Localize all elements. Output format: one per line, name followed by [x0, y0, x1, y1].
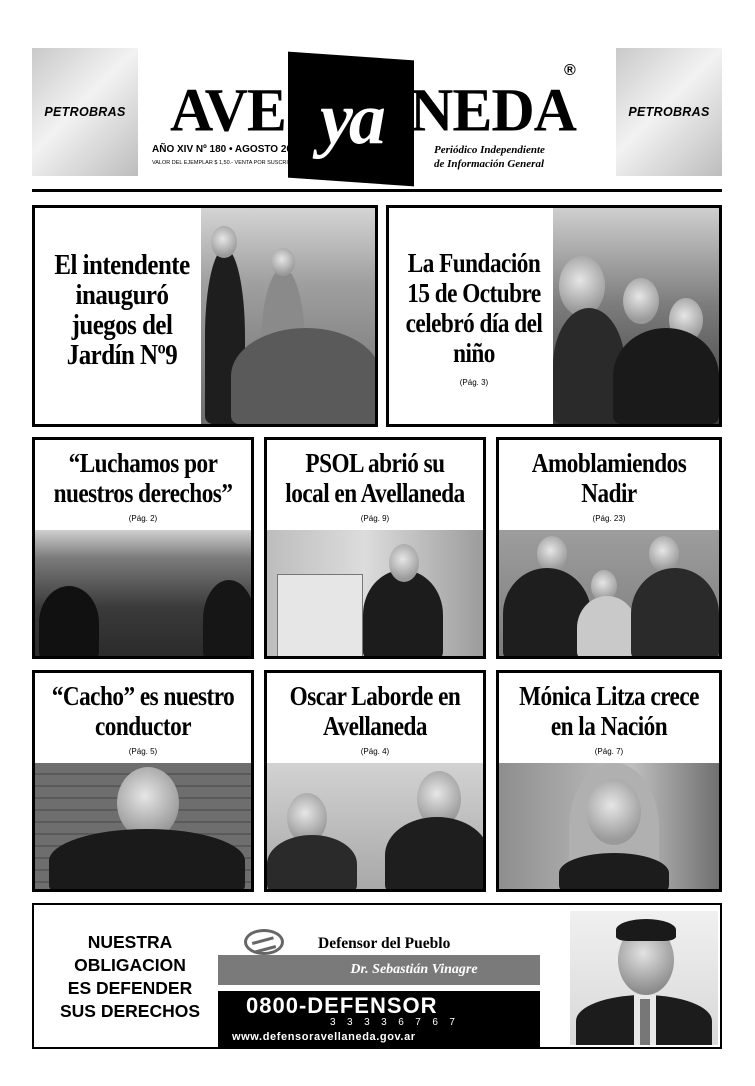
- masthead-neda: NEDA: [410, 76, 577, 144]
- masthead-ave: AVE: [170, 76, 286, 144]
- story-photo: [201, 208, 375, 424]
- sponsor-logo-left: [32, 48, 138, 176]
- story-photo: [499, 763, 719, 892]
- story-card-nadir[interactable]: [496, 437, 722, 659]
- defensor-ad[interactable]: [32, 903, 722, 1049]
- story-photo: [35, 530, 251, 659]
- page-reference: (Pág. 4): [360, 747, 390, 756]
- story-headline: “Luchamos por nuestros derechos”: [53, 448, 233, 508]
- ad-portrait-photo: [570, 911, 718, 1045]
- story-card-intendente[interactable]: [32, 205, 378, 427]
- issue-info: AÑO XIV Nº 180 • AGOSTO 2010: [152, 144, 304, 155]
- story-card-fundacion[interactable]: [386, 205, 722, 427]
- story-headline: “Cacho” es nuestro conductor: [51, 681, 235, 741]
- ad-phone-digits: 33336767: [330, 1017, 467, 1028]
- tagline-line-1: Periódico Independiente: [434, 144, 545, 156]
- ad-name-bar: [218, 955, 540, 985]
- ad-title: Defensor del Pueblo: [318, 935, 451, 952]
- ad-slogan-line-4: SUS DERECHOS: [59, 1001, 201, 1021]
- page-reference: (Pág. 7): [594, 747, 624, 756]
- masthead-ya-box: [288, 52, 414, 187]
- ad-phone: 0800-DEFENSOR: [246, 993, 438, 1018]
- story-photo: [35, 763, 251, 892]
- story-card-litza[interactable]: [496, 670, 722, 892]
- ad-slogan: [40, 931, 220, 1023]
- ad-slogan-line-3: ES DEFENDER: [67, 978, 193, 998]
- page-reference: (Pág. 5): [128, 747, 158, 756]
- ad-slogan-line-2: OBLIGACION: [74, 955, 186, 975]
- masthead: [152, 52, 588, 187]
- story-card-laborde[interactable]: [264, 670, 486, 892]
- ad-website-link[interactable]: www.defensoravellaneda.gov.ar: [232, 1031, 416, 1043]
- handshake-logo-icon: [244, 929, 284, 955]
- story-photo: [267, 530, 483, 659]
- ad-name: Dr. Sebastián Vinagre: [350, 962, 478, 977]
- story-headline: El intendente inauguró juegos del Jardín Nº9: [54, 249, 190, 371]
- story-headline: Mónica Litza crece en la Nación: [519, 681, 699, 741]
- header-divider: [32, 189, 722, 192]
- sponsor-left-text: PETROBRAS: [44, 105, 126, 119]
- story-card-psol[interactable]: [264, 437, 486, 659]
- story-card-cacho[interactable]: [32, 670, 254, 892]
- sponsor-right-text: PETROBRAS: [628, 105, 710, 119]
- page-reference: (Pág. 2): [128, 514, 158, 523]
- page-reference: (Pág. 9): [360, 514, 390, 523]
- ad-slogan-line-1: NUESTRA: [87, 932, 173, 952]
- page-reference: (Pág. 3): [459, 378, 489, 387]
- ad-contact-block: [218, 919, 540, 1045]
- story-headline: La Fundación 15 de Octubre celebró día del niño: [405, 248, 543, 368]
- story-photo: [267, 763, 483, 892]
- page-reference: (Pág. 23): [592, 514, 626, 523]
- story-headline: PSOL abrió su local en Avellaneda: [285, 448, 465, 508]
- story-photo: [553, 208, 719, 424]
- story-headline: Amoblamiendos Nadir: [531, 448, 687, 508]
- ad-phone-bar: [218, 991, 540, 1047]
- registered-mark: ®: [564, 62, 576, 79]
- story-headline: Oscar Laborde en Avellaneda: [289, 681, 461, 741]
- masthead-ya: ya: [320, 77, 382, 160]
- price-info: VALOR DEL EJEMPLAR $ 1,50.- VENTA POR SUSCRIPCION: [152, 160, 306, 166]
- story-card-luchamos[interactable]: [32, 437, 254, 659]
- story-photo: [499, 530, 719, 659]
- sponsor-logo-right: [616, 48, 722, 176]
- tagline-line-2: de Información General: [434, 158, 544, 170]
